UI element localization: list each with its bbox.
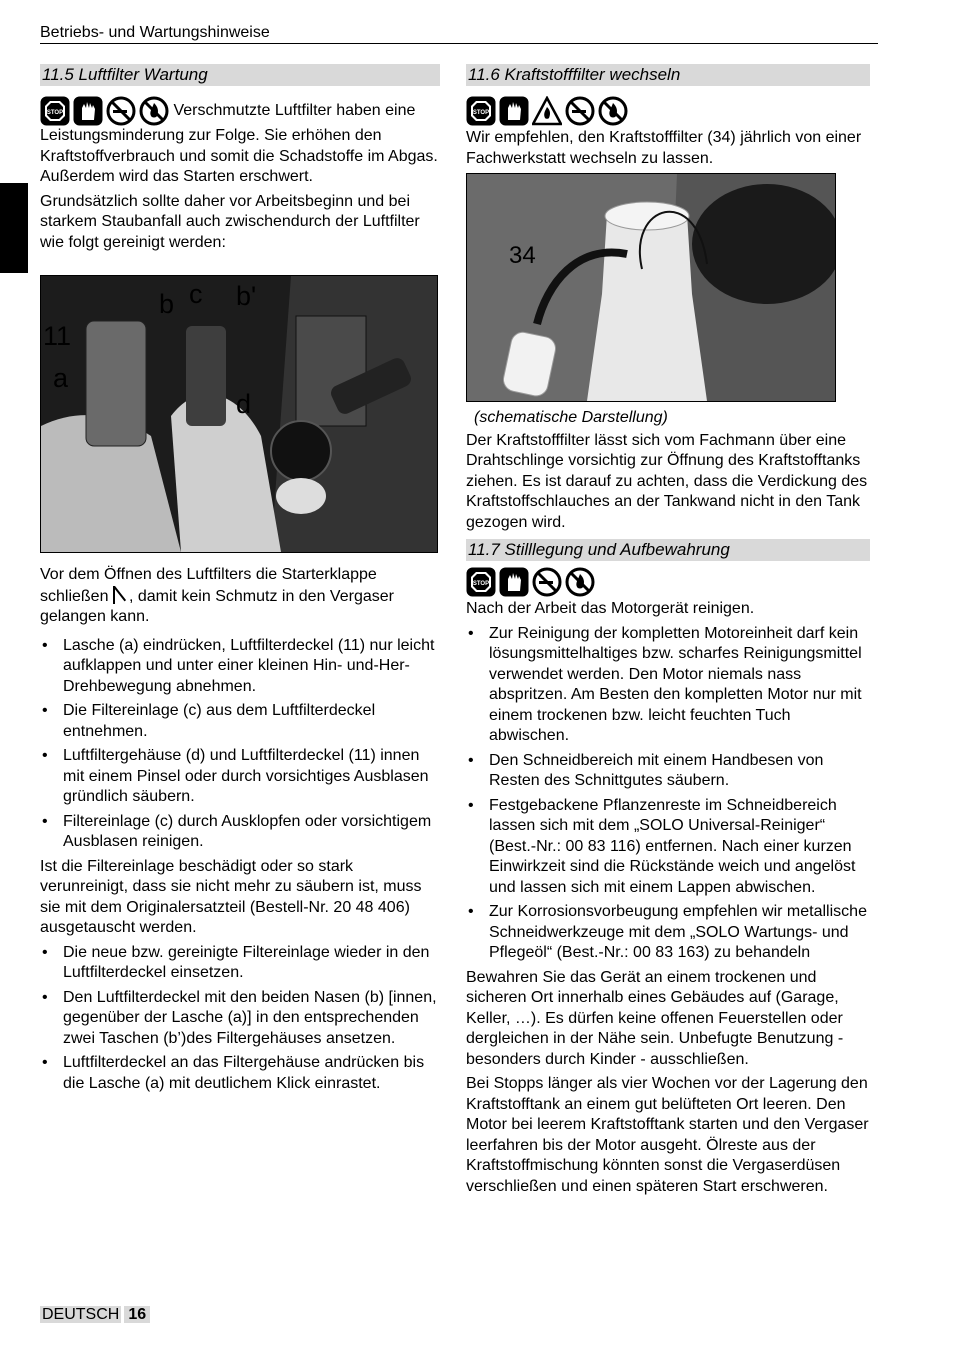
list-item: • Die neue bzw. gereinigte Filtereinlage wieder in den Luftfilterdeckel einsetzen. xyxy=(40,943,440,984)
figure-label-b-prime: b' xyxy=(236,281,257,311)
storage-para: Bewahren Sie das Gerät an einem trockenen und sicheren Ort innerhalb eines Gebäudes auf (Garage, Keller, …). Es dürfen keine offenen Feuerstellen oder dergleichen in der Nähe sein. Unbefugte Benutzung - besonders durch Kinder - ausschließen. xyxy=(466,968,844,1068)
figure-label-11: 11 xyxy=(43,321,72,351)
right-column xyxy=(466,64,870,1201)
side-tab-marker xyxy=(0,183,28,273)
section-title-fuel-filter: 11.6 Kraftstofffilter wechseln xyxy=(466,64,870,86)
no-fire-icon xyxy=(598,96,628,126)
page-footer xyxy=(40,1304,150,1326)
list-item: • Zur Reinigung der kompletten Motoreinheit darf kein lösungsmittelhaltiges bzw. scharfes Reinigungsmittel verwendet werden. Den Motor niemals nass abspritzen. Am Besten den kompletten Motor nur mit einem trockenen bzw. leicht feuchten Tuch abwischen. xyxy=(466,624,870,747)
fuel-filter-photo-illustration xyxy=(467,174,835,401)
list-item: • Den Schneidbereich mit einem Handbesen von Resten des Schnittgutes säubern. xyxy=(466,751,870,792)
list-item: • Den Luftfilterdeckel mit den beiden Nasen (b) [innen, gegenüber der Lasche (a)] in den entsprechenden zwei Taschen (b’)des Filtergehäuses ansetzen. xyxy=(40,988,440,1050)
list-item: • Lasche (a) eindrücken, Luftfilterdeckel (11) nur leicht aufklappen und unter einer kleinen Hin- und-Her-Drehbewegung abnehmen. xyxy=(40,636,440,698)
air-filter-intro-inline: Verschmutzte Luftfilter haben xyxy=(173,102,381,120)
gloves-icon xyxy=(499,96,529,126)
list-item: • Zur Korrosionsvorbeugung empfehlen wir metallische Schneidwerkzeuge mit dem „SOLO Wartungs- und Pflegeöl“ (Best.-Nr.: 00 83 163) zu behandeln xyxy=(466,902,870,964)
list-item: • Luftfilterdeckel an das Filtergehäuse andrücken bis die Lasche (a) mit deutlichem Klick einrastet. xyxy=(40,1053,440,1094)
fuel-filter-text: Der Kraftstofffilter lässt sich vom Fachmann über eine Drahtschlinge vorsichtig zur Öffnung des Kraftstofftanks ziehen. Es ist darauf zu achten, dass die Verdickung des Kraftstoffschlauches an der Tankwand nicht in den Tank gezogen wird. xyxy=(466,431,868,531)
air-filter-photo xyxy=(40,275,438,553)
stops-para: Bei Stopps länger als vier Wochen vor der Lagerung den Kraftstofftank an einem gut belüfteten Ort leeren. Den Motor bei leerem Kraftstofftank starten und den Vergaser leerfahren bis der Motor ausgeht. Ölreste aus der Kraftstoffmischung könnten sonst die Vergaserdüsen verschließen und einen späteren Start erschweren. xyxy=(466,1075,869,1195)
air-filter-steps-1 xyxy=(40,636,440,853)
storage-icon-row xyxy=(466,567,595,597)
svg-text:STOP: STOP xyxy=(472,581,490,587)
figure-label-d: d xyxy=(236,389,252,419)
gloves-icon xyxy=(73,96,103,126)
air-filter-intro xyxy=(40,96,440,188)
page-number: 16 xyxy=(124,1306,150,1323)
air-filter-para2: Grundsätzlich sollte daher vor Arbeitsbeginn und bei starkem Staubanfall auch zwischendurch der Luftfilter wie folgt gereinigt werden: xyxy=(40,192,420,251)
warning-fire-icon xyxy=(532,96,562,126)
list-item: • Luftfiltergehäuse (d) und Luftfilterdeckel (11) innen mit einem Pinsel oder durch vorsichtiges Ausblasen gründlich säubern. xyxy=(40,746,440,808)
section-title-storage: 11.7 Stilllegung und Aufbewahrung xyxy=(466,539,870,561)
figure-label-c: c xyxy=(189,279,203,309)
section-title-air-filter: 11.5 Luftfilter Wartung xyxy=(40,64,440,86)
air-filter-para4: Ist die Filtereinlage beschädigt oder so stark verunreinigt, dass sie nicht mehr zu säubern ist, muss sie mit dem Originalersatzteil (Bestell-Nr. 20 48 406) ausgetauscht werden. xyxy=(40,857,422,936)
stop-icon xyxy=(466,567,496,597)
storage-steps xyxy=(466,624,870,964)
no-smoking-icon xyxy=(565,96,595,126)
air-filter-para3: Vor dem Öffnen des Luftfilters die Starterklappe schließen , damit kein Schmutz in den Vergaser gelangen kann. xyxy=(40,566,394,625)
air-filter-steps-2 xyxy=(40,943,440,1095)
no-smoking-icon xyxy=(532,567,562,597)
list-item: • Festgebackene Pflanzenreste im Schneidbereich lassen sich mit dem „SOLO Universal-Reiniger“ (Best.-Nr.: 00 83 116) entfernen. Nach einer kurzen Einwirkzeit sind die Rückstände weich und angelöst und lassen sich mit einem Lappen abwischen. xyxy=(466,796,870,899)
air-filter-intro-rest: eine Leistungsminderung zur Folge. Sie erhöhen den Kraftstoffverbrauch und somit die Schadstoffe im Abgas. Außerdem wird das Starten erschwert. xyxy=(40,102,438,185)
gloves-icon xyxy=(499,567,529,597)
svg-text:STOP: STOP xyxy=(46,110,64,116)
left-icon-row xyxy=(40,96,169,126)
left-column xyxy=(40,64,440,1098)
no-smoking-icon xyxy=(106,96,136,126)
svg-text:STOP: STOP xyxy=(472,110,490,116)
no-fire-icon xyxy=(565,567,595,597)
stop-icon xyxy=(466,96,496,126)
fuel-filter-intro: Wir empfehlen, den Kraftstofffilter (34) jährlich von einer Fachwerkstatt wechseln zu lassen. xyxy=(466,129,862,167)
figure-caption: (schematische Darstellung) xyxy=(474,409,668,426)
no-fire-icon xyxy=(139,96,169,126)
figure-label-a: a xyxy=(53,363,69,393)
page-header: Betriebs- und Wartungshinweise xyxy=(40,23,878,44)
footer-language: DEUTSCH xyxy=(42,1306,120,1323)
list-item: • Die Filtereinlage (c) aus dem Luftfilterdeckel entnehmen. xyxy=(40,701,440,742)
figure-label-b: b xyxy=(159,289,175,319)
figure-label-34: 34 xyxy=(509,242,536,269)
list-item: • Filtereinlage (c) durch Ausklopfen oder vorsichtigem Ausblasen reinigen. xyxy=(40,812,440,853)
stop-icon xyxy=(40,96,70,126)
choke-symbol-icon xyxy=(113,586,129,604)
storage-intro: Nach der Arbeit das Motorgerät reinigen. xyxy=(466,600,755,617)
fuel-filter-photo xyxy=(466,173,836,402)
fuel-filter-icon-row xyxy=(466,96,628,126)
